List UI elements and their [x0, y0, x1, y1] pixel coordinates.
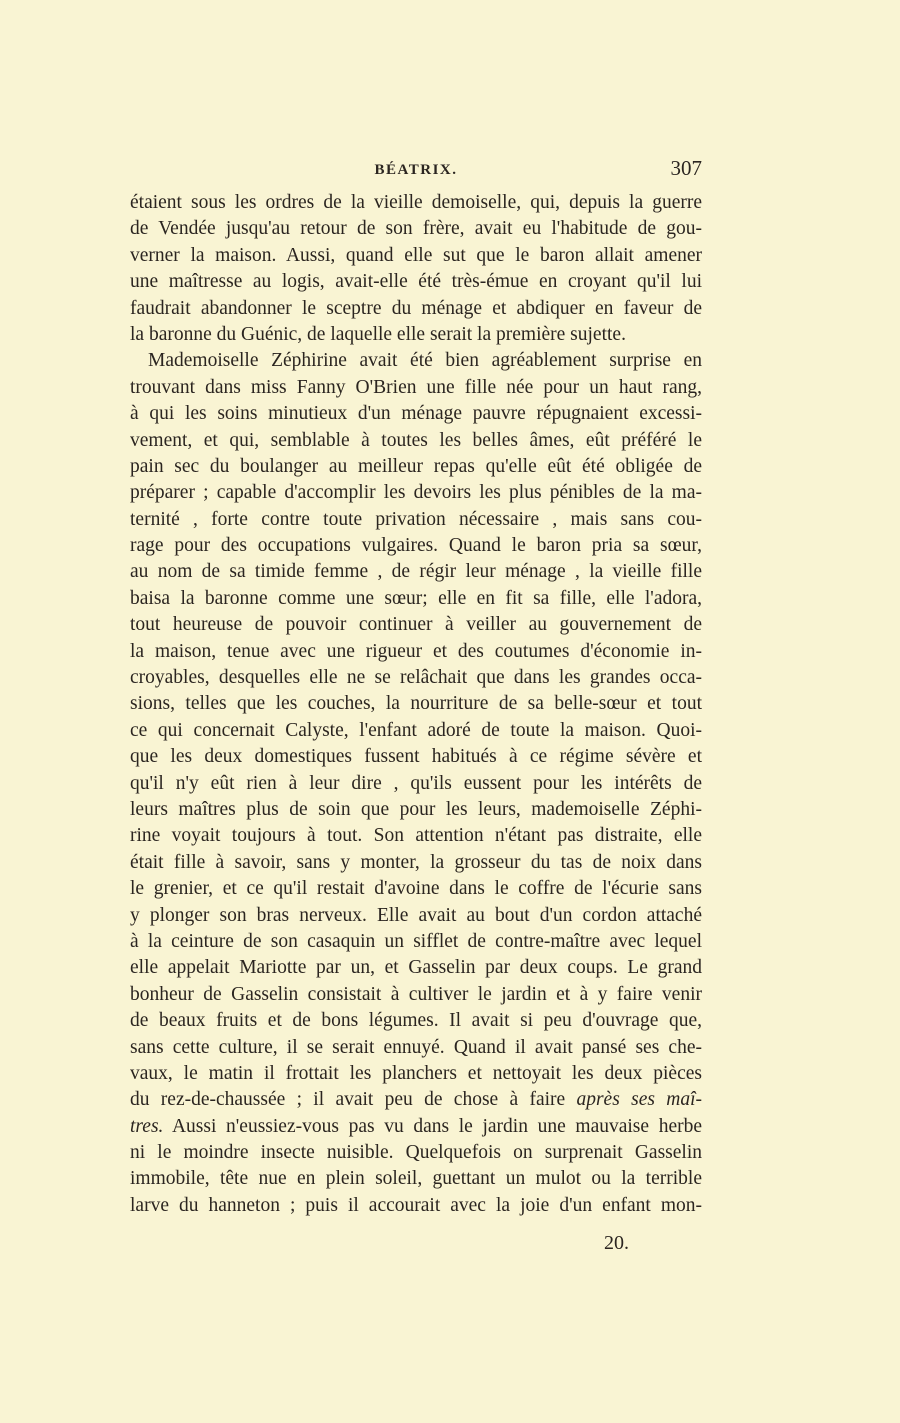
- text-line-content: [130, 639, 702, 665]
- text-line-content: [130, 876, 702, 902]
- text-segment: préparer ; capable d'accomplir les devoirs les plus pénibles de la ma-: [130, 482, 702, 504]
- text-line: [130, 348, 702, 374]
- text-line-content: [130, 243, 702, 269]
- text-line-content: [130, 797, 702, 823]
- text-segment: Mademoiselle Zéphirine avait été bien agréablement surprise en: [148, 350, 702, 372]
- text-line-content: [130, 1008, 702, 1034]
- text-line-content: [130, 823, 702, 849]
- text-line-content: [130, 586, 702, 612]
- text-line: [130, 929, 702, 955]
- text-segment: au nom de sa timide femme , de régir leur ménage , la vieille fille: [130, 561, 702, 583]
- text-line: [130, 876, 702, 902]
- text-line-content: [130, 1114, 702, 1140]
- text-line: [130, 1008, 702, 1034]
- text-segment: à la ceinture de son casaquin un sifflet de contre-maître avec lequel: [130, 930, 702, 952]
- text-segment: croyables, desquelles elle ne se relâchait que dans les grandes occa-: [130, 667, 702, 689]
- text-line-content: [130, 559, 702, 585]
- text-segment: bonheur de Gasselin consistait à cultiver le jardin et à y faire venir: [130, 983, 702, 1005]
- text-line: [130, 375, 702, 401]
- text-line-content: [130, 929, 702, 955]
- text-line-content: [130, 428, 702, 454]
- text-line-content: [130, 903, 702, 929]
- text-line: [130, 982, 702, 1008]
- text-line-content: [148, 348, 702, 374]
- text-line-content: [130, 454, 702, 480]
- body-text: [130, 190, 702, 1219]
- running-title: BÉATRIX.: [374, 162, 458, 178]
- text-line: [130, 1035, 702, 1061]
- text-line: [130, 691, 702, 717]
- text-line: [130, 533, 702, 559]
- text-line-content: [130, 190, 702, 216]
- text-segment: la baronne du Guénic, de laquelle elle serait la première sujette.: [130, 323, 626, 345]
- text-line: [130, 243, 702, 269]
- text-line: [130, 665, 702, 691]
- text-line: [130, 586, 702, 612]
- text-line-content: [130, 982, 702, 1008]
- text-segment: verner la maison. Aussi, quand elle sut que le baron allait amener: [130, 244, 702, 266]
- text-line: [130, 559, 702, 585]
- text-segment: Aussi n'eussiez-vous pas vu dans le jardin une mauvaise herbe: [163, 1115, 702, 1137]
- text-line-content: [130, 507, 702, 533]
- text-line-content: [130, 691, 702, 717]
- text-segment: baisa la baronne comme une sœur; elle en fit sa fille, elle l'adora,: [130, 587, 702, 609]
- text-line: [130, 1140, 702, 1166]
- text-segment: la maison, tenue avec une rigueur et des coutumes d'économie in-: [130, 640, 702, 662]
- text-segment: sans cette culture, il se serait ennuyé. Quand il avait pansé ses che-: [130, 1036, 702, 1058]
- text-line: [130, 401, 702, 427]
- text-segment: elle appelait Mariotte par un, et Gasselin par deux coups. Le grand: [130, 957, 702, 979]
- text-segment: ce qui concernait Calyste, l'enfant adoré de toute la maison. Quoi-: [130, 719, 702, 741]
- text-line: [130, 823, 702, 849]
- text-line-content: [130, 718, 702, 744]
- text-line: [130, 718, 702, 744]
- text-line: [130, 322, 702, 348]
- text-line: [130, 797, 702, 823]
- text-segment: qu'il n'y eût rien à leur dire , qu'ils eussent pour les intérêts de: [130, 772, 702, 794]
- text-segment: faudrait abandonner le sceptre du ménage et abdiquer en faveur de: [130, 297, 702, 319]
- text-line-content: [130, 480, 702, 506]
- text-line-content: [130, 1193, 702, 1219]
- text-line-content: [130, 771, 702, 797]
- text-segment: de Vendée jusqu'au retour de son frère, avait eu l'habitude de gou-: [130, 218, 702, 240]
- text-line: [130, 955, 702, 981]
- text-segment: étaient sous les ordres de la vieille demoiselle, qui, depuis la guerre: [130, 192, 702, 213]
- page-number: 307: [670, 156, 702, 180]
- text-line: [130, 639, 702, 665]
- text-segment: trouvant dans miss Fanny O'Brien une fille née pour un haut rang,: [130, 376, 702, 398]
- text-line: [130, 507, 702, 533]
- signature-mark: 20.: [604, 1232, 629, 1254]
- text-segment: de beaux fruits et de bons légumes. Il avait si peu d'ouvrage que,: [130, 1010, 702, 1032]
- text-line-content: [130, 269, 702, 295]
- italic-text: après ses maî-: [576, 1089, 702, 1111]
- text-line-content: [130, 401, 702, 427]
- text-segment: pain sec du boulanger au meilleur repas qu'elle eût été obligée de: [130, 455, 702, 477]
- text-line: [130, 744, 702, 770]
- text-line: [130, 1114, 702, 1140]
- text-segment: le grenier, et ce qu'il restait d'avoine dans le coffre de l'écurie sans: [130, 878, 702, 900]
- text-segment: vement, et qui, semblable à toutes les belles âmes, eût préféré le: [130, 429, 702, 451]
- text-line-content: [130, 1087, 702, 1113]
- text-line: [130, 296, 702, 322]
- text-line: [130, 428, 702, 454]
- text-line-content: [130, 322, 702, 348]
- text-segment: ni le moindre insecte nuisible. Quelquefois on surprenait Gasselin: [130, 1142, 702, 1164]
- text-line: [130, 1193, 702, 1219]
- text-line-content: [130, 955, 702, 981]
- text-line-content: [130, 1035, 702, 1061]
- text-segment: à qui les soins minutieux d'un ménage pauvre répugnaient excessi-: [130, 403, 702, 425]
- text-segment: sions, telles que les couches, la nourriture de sa belle-sœur et tout: [130, 693, 702, 715]
- text-line: [130, 454, 702, 480]
- text-line: [130, 771, 702, 797]
- text-segment: vaux, le matin il frottait les planchers et nettoyait les deux pièces: [130, 1062, 702, 1084]
- text-segment: une maîtresse au logis, avait-elle été très-émue en croyant qu'il lui: [130, 271, 702, 293]
- text-segment: y plonger son bras nerveux. Elle avait au bout d'un cordon attaché: [130, 904, 702, 926]
- text-segment: rine voyait toujours à tout. Son attention n'étant pas distraite, elle: [130, 825, 702, 847]
- text-line-content: [130, 533, 702, 559]
- text-segment: larve du hanneton ; puis il accourait avec la joie d'un enfant mon-: [130, 1194, 702, 1216]
- text-line-content: [130, 296, 702, 322]
- text-line-content: [130, 216, 702, 242]
- text-segment: immobile, tête nue en plein soleil, guettant un mulot ou la terrible: [130, 1168, 702, 1190]
- text-segment: rage pour des occupations vulgaires. Quand le baron pria sa sœur,: [130, 535, 702, 557]
- text-line-content: [130, 1166, 702, 1192]
- text-segment: du rez-de-chaussée ; il avait peu de chose à faire: [130, 1089, 577, 1111]
- text-line: [130, 480, 702, 506]
- text-line-content: [130, 375, 702, 401]
- text-line: [130, 216, 702, 242]
- text-line: [130, 1166, 702, 1192]
- italic-text: tres.: [130, 1115, 164, 1137]
- text-segment: leurs maîtres plus de soin que pour les leurs, mademoiselle Zéphi-: [130, 798, 702, 820]
- page-header: [130, 156, 702, 186]
- text-line-content: [130, 1061, 702, 1087]
- text-line: [130, 269, 702, 295]
- text-line: [130, 612, 702, 638]
- text-segment: était fille à savoir, sans y monter, la grosseur du tas de noix dans: [130, 851, 702, 873]
- text-line-content: [130, 744, 702, 770]
- text-line-content: [130, 1140, 702, 1166]
- text-line: [130, 1061, 702, 1087]
- text-segment: ternité , forte contre toute privation nécessaire , mais sans cou-: [130, 508, 702, 530]
- text-line-content: [130, 850, 702, 876]
- text-line: [130, 1087, 702, 1113]
- text-line: [130, 903, 702, 929]
- text-line-content: [130, 665, 702, 691]
- text-line: [130, 190, 702, 216]
- text-line-content: [130, 612, 702, 638]
- text-segment: tout heureuse de pouvoir continuer à veiller au gouvernement de: [130, 614, 702, 636]
- text-segment: que les deux domestiques fussent habitués à ce régime sévère et: [130, 746, 702, 768]
- text-line: [130, 850, 702, 876]
